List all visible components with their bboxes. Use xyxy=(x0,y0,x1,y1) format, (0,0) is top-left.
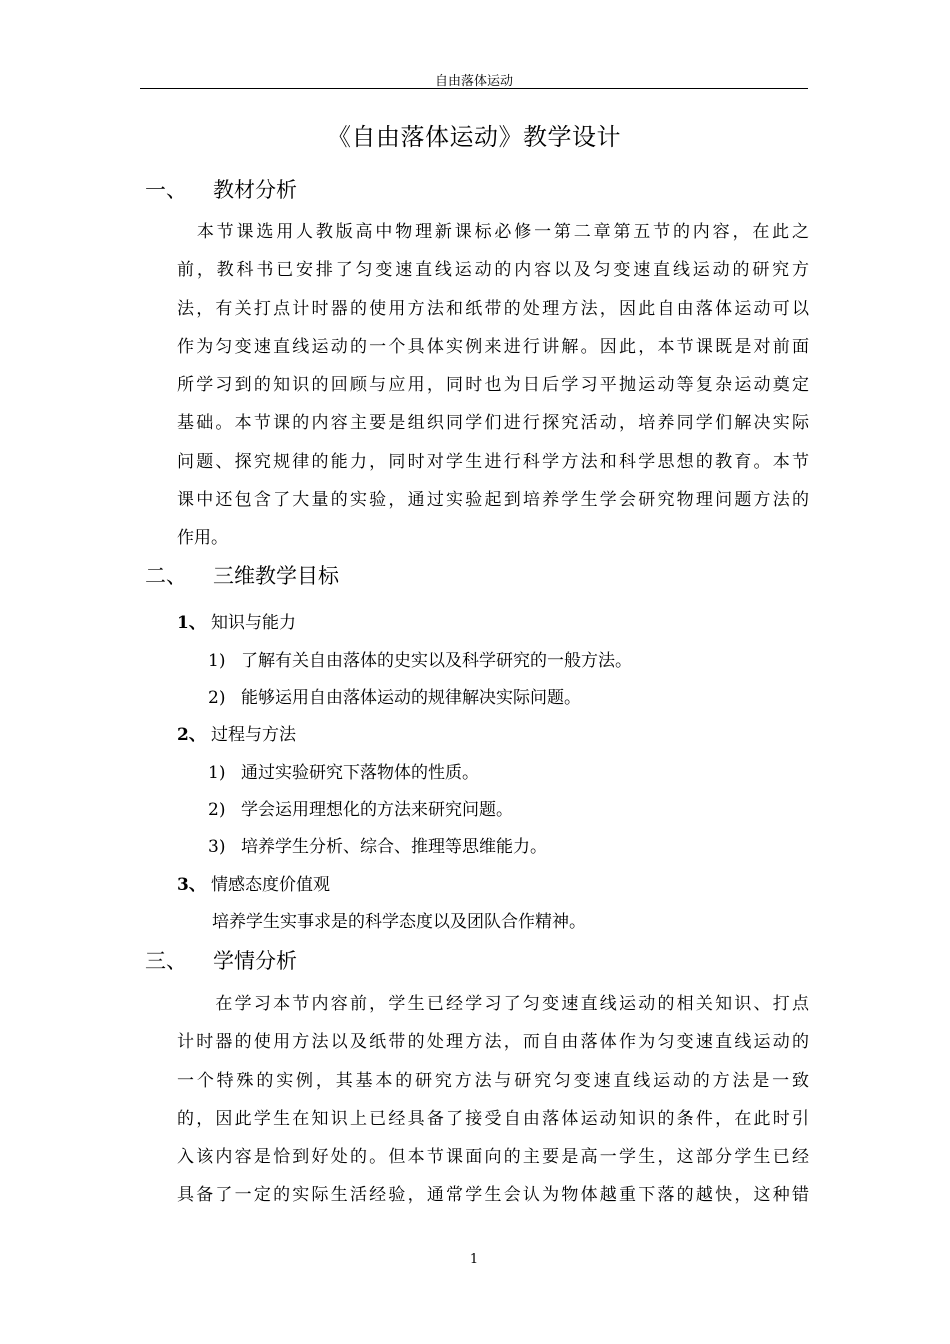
goal-title: 过程与方法 xyxy=(211,725,296,745)
goal-title: 知识与能力 xyxy=(211,613,296,633)
goal-heading-3 xyxy=(177,870,330,895)
goal-title: 情感态度价值观 xyxy=(211,875,330,895)
goal-text: 培养学生实事求是的科学态度以及团队合作精神。 xyxy=(212,912,586,932)
goal-number: 2、 xyxy=(177,725,206,745)
section-title: 三维教学目标 xyxy=(213,564,339,588)
section-heading-3 xyxy=(145,945,297,975)
section-number: 一、 xyxy=(145,178,187,202)
paragraph-line: 基础。本节课的内容主要是组织同学们进行探究活动，培养同学们解决实际 xyxy=(177,413,809,434)
goal-item xyxy=(208,795,513,820)
paragraph-line: 作用。 xyxy=(177,528,228,549)
paragraph-line: 本节课选用人教版高中物理新课标必修一第二章第五节的内容，在此之 xyxy=(177,222,809,242)
paragraph-line: 在学习本节内容前，学生已经学习了匀变速直线运动的相关知识、打点 xyxy=(177,994,809,1014)
section-title: 学情分析 xyxy=(213,949,297,973)
goal-item xyxy=(208,646,632,671)
document-title: 《自由落体运动》教学设计 xyxy=(327,123,621,151)
item-text: 培养学生分析、综合、推理等思维能力。 xyxy=(241,837,547,857)
item-number: 1) xyxy=(208,763,226,783)
page-number: 1 xyxy=(469,1252,479,1267)
running-header: 自由落体运动 xyxy=(434,74,513,89)
goal-number: 1、 xyxy=(177,613,206,633)
section-heading-2 xyxy=(145,560,339,590)
item-text: 通过实验研究下落物体的性质。 xyxy=(241,763,479,783)
item-number: 2) xyxy=(208,800,226,820)
paragraph-line: 计时器的使用方法以及纸带的处理方法，而自由落体作为匀变速直线运动的 xyxy=(177,1032,809,1053)
goal-heading-1 xyxy=(177,608,296,633)
section-heading-1 xyxy=(145,174,297,204)
item-text: 了解有关自由落体的史实以及科学研究的一般方法。 xyxy=(241,651,632,671)
paragraph-line: 的，因此学生在知识上已经具备了接受自由落体运动知识的条件，在此时引 xyxy=(177,1108,809,1129)
paragraph-line: 所学习到的知识的回顾与应用，同时也为日后学习平抛运动等复杂运动奠定 xyxy=(177,375,809,396)
paragraph-line: 一个特殊的实例，其基本的研究方法与研究匀变速直线运动的方法是一致 xyxy=(177,1070,809,1091)
goal-number: 3、 xyxy=(177,875,206,895)
header-rule xyxy=(140,88,808,89)
paragraph-line: 入该内容是恰到好处的。但本节课面向的主要是高一学生，这部分学生已经 xyxy=(177,1147,809,1168)
item-number: 2) xyxy=(208,688,226,708)
item-number: 3) xyxy=(208,837,226,857)
section-3-paragraph xyxy=(177,985,809,1215)
paragraph-line: 法，有关打点计时器的使用方法和纸带的处理方法，因此自由落体运动可以 xyxy=(177,298,809,319)
section-title: 教材分析 xyxy=(213,178,297,202)
paragraph-line: 具备了一定的实际生活经验，通常学生会认为物体越重下落的越快，这种错 xyxy=(177,1185,809,1206)
paragraph-line: 问题、探究规律的能力，同时对学生进行科学方法和科学思想的教育。本节 xyxy=(177,451,809,472)
paragraph-line: 作为匀变速直线运动的一个具体实例来进行讲解。因此，本节课既是对前面 xyxy=(177,336,809,357)
goal-item xyxy=(208,758,479,783)
paragraph-line: 前，教科书已安排了匀变速直线运动的内容以及匀变速直线运动的研究方 xyxy=(177,260,809,281)
paragraph-line: 课中还包含了大量的实验，通过实验起到培养学生学会研究物理问题方法的 xyxy=(177,490,809,511)
section-number: 三、 xyxy=(145,949,187,973)
item-text: 能够运用自由落体运动的规律解决实际问题。 xyxy=(241,688,581,708)
section-number: 二、 xyxy=(145,564,187,588)
item-number: 1) xyxy=(208,651,226,671)
item-text: 学会运用理想化的方法来研究问题。 xyxy=(241,800,513,820)
goal-item xyxy=(208,832,547,857)
section-1-paragraph xyxy=(177,213,809,558)
goal-item xyxy=(208,683,581,708)
goal-heading-2 xyxy=(177,720,296,745)
